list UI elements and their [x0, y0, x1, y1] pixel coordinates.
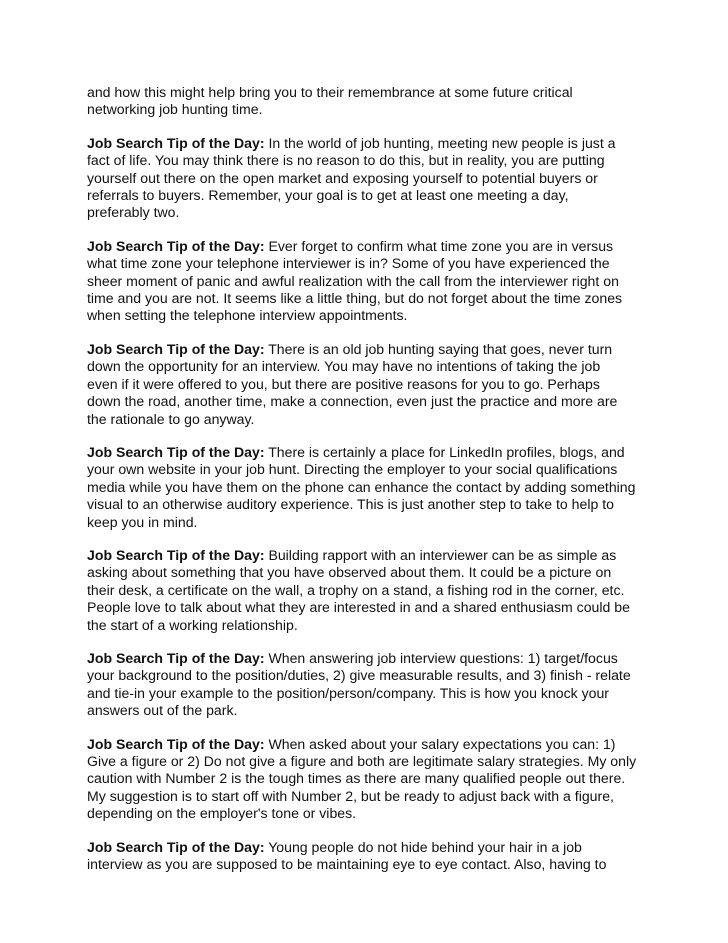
text-line: and tie-in your example to the position/person/company. This is how you knock your: [87, 684, 610, 701]
tip-paragraph: [87, 839, 662, 874]
text-line: when setting the telephone interview appointments.: [87, 307, 408, 324]
text-line: interview as you are supposed to be maintaining eye to eye contact. Also, having to: [87, 856, 607, 873]
tip-label: Job Search Tip of the Day:: [87, 735, 265, 752]
tip-label: Job Search Tip of the Day:: [87, 649, 265, 666]
text-line: Young people do not hide behind your hair in a job: [268, 838, 582, 855]
text-line: caution with Number 2 is the tough times as there are many qualified people out there.: [87, 770, 626, 787]
tip-label: Job Search Tip of the Day:: [87, 838, 265, 855]
document-page: [87, 84, 662, 889]
text-line: what time zone your telephone interviewer is in? Some of you have experienced the: [87, 255, 610, 272]
text-line: visual to an otherwise auditory experience. This is just another step to take to help to: [87, 496, 614, 513]
text-line: even if it were offered to you, but there are positive reasons for you to go. Perhaps: [87, 375, 600, 392]
text-line: their desk, a certificate on the wall, a trophy on a stand, a fishing rod in the corner, etc.: [87, 581, 625, 598]
text-line: Give a figure or 2) Do not give a figure and both are legitimate salary strategies. My only: [87, 753, 637, 769]
tip-label: Job Search Tip of the Day:: [87, 237, 265, 254]
tip-paragraph: [87, 135, 662, 222]
tip-paragraph: [87, 547, 662, 634]
tip-paragraph: [87, 341, 662, 428]
text-line: networking job hunting time.: [87, 101, 263, 118]
text-line: preferably two.: [87, 204, 180, 221]
text-line: the rationale to go anyway.: [87, 410, 255, 427]
text-line: asking about something that you have observed about them. It could be a picture on: [87, 564, 612, 581]
text-line: and how this might help bring you to their remembrance at some future critical: [87, 84, 573, 100]
text-line: your background to the position/duties, 2) give measurable results, and 3) finish - relate: [87, 667, 631, 684]
text-line: My suggestion is to start off with Number 2, but be ready to adjust back with a figure,: [87, 787, 614, 804]
text-line: media while you have them on the phone can enhance the contact by adding something: [87, 478, 636, 495]
text-line: down the opportunity for an interview. You may have no intentions of taking the job: [87, 358, 601, 375]
text-line: keep you in mind.: [87, 513, 198, 530]
tip-label: Job Search Tip of the Day:: [87, 340, 265, 357]
text-line: When answering job interview questions: 1) target/focus: [268, 649, 618, 666]
text-line: There is an old job hunting saying that goes, never turn: [268, 340, 613, 357]
text-line: the start of a working relationship.: [87, 616, 298, 633]
tip-paragraph: [87, 650, 662, 720]
tip-paragraph: [87, 444, 662, 531]
text-line: answers out of the park.: [87, 702, 238, 719]
tip-label: Job Search Tip of the Day:: [87, 134, 265, 151]
tip-label: Job Search Tip of the Day:: [87, 546, 265, 563]
text-line: There is certainly a place for LinkedIn profiles, blogs, and: [268, 443, 625, 460]
text-line: In the world of job hunting, meeting new people is just a: [268, 134, 616, 151]
text-line: When asked about your salary expectations you can: 1): [268, 735, 616, 752]
paragraph-continuation: [87, 84, 662, 119]
text-line: fact of life. You may think there is no reason to do this, but in reality, you are putting: [87, 152, 605, 169]
text-line: sheer moment of panic and awful realization with the call from the interviewer right on: [87, 272, 619, 289]
tip-paragraph: [87, 238, 662, 325]
text-line: depending on the employer's tone or vibes.: [87, 805, 357, 822]
text-line: your own website in your job hunt. Directing the employer to your social qualifications: [87, 461, 618, 478]
tip-paragraph: [87, 736, 662, 823]
text-line: referrals to buyers. Remember, your goal is to get at least one meeting a day,: [87, 187, 569, 204]
text-line: time and you are not. It seems like a little thing, but do not forget about the time zones: [87, 290, 623, 307]
text-line: Building rapport with an interviewer can be as simple as: [268, 546, 617, 563]
tip-label: Job Search Tip of the Day:: [87, 443, 265, 460]
text-line: yourself out there on the open market and exposing yourself to potential buyers or: [87, 169, 598, 186]
text-line: Ever forget to confirm what time zone you are in versus: [268, 237, 614, 254]
text-line: down the road, another time, make a connection, even just the practice and more are: [87, 393, 618, 410]
text-line: People love to talk about what they are interested in and a shared enthusiasm could be: [87, 599, 630, 616]
